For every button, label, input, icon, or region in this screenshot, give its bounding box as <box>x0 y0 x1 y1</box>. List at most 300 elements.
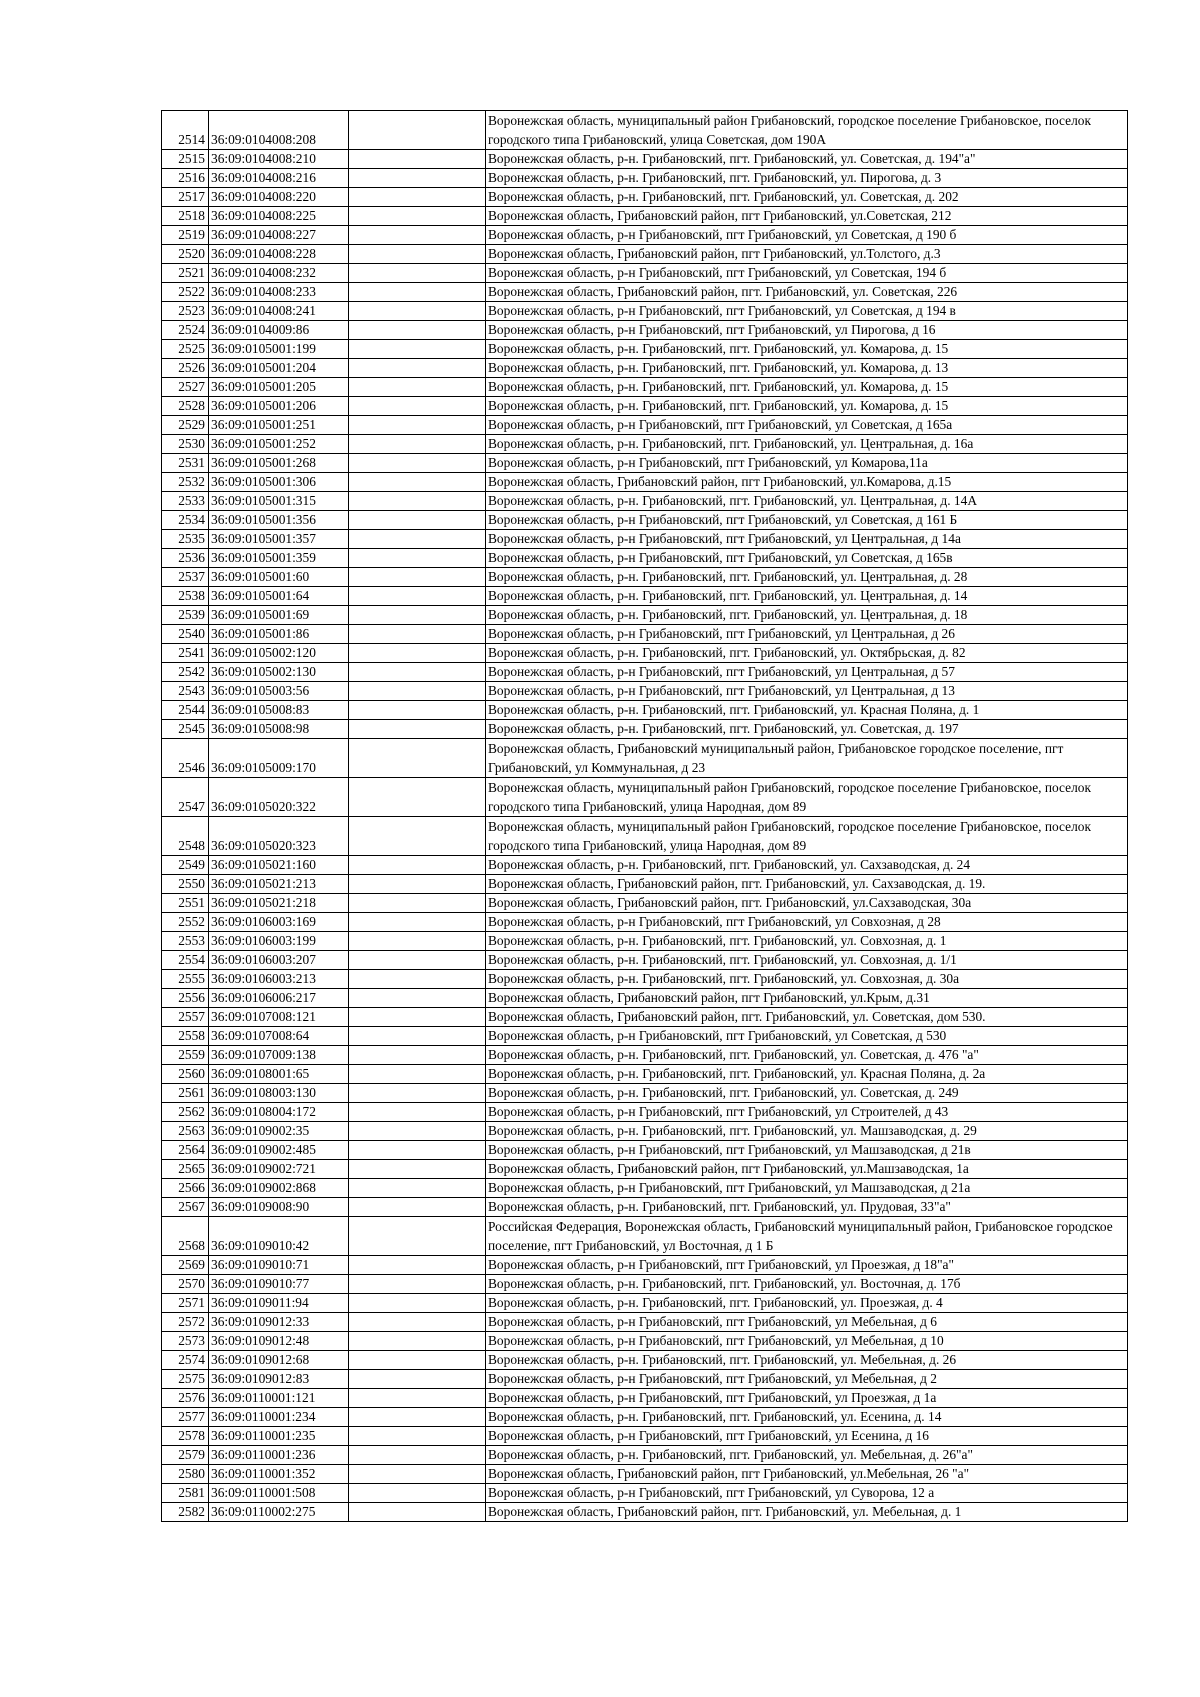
address-cell: Воронежская область, р-н. Грибановский, пгт. Грибановский, ул. Совхозная, д. 1 <box>486 932 1128 951</box>
cadastral-number-cell: 36:09:0110001:508 <box>209 1484 349 1503</box>
cadastral-number-cell: 36:09:0104008:227 <box>209 226 349 245</box>
cadastral-number-cell: 36:09:0105001:251 <box>209 416 349 435</box>
row-number-cell: 2520 <box>162 245 209 264</box>
empty-cell <box>349 1256 486 1275</box>
cadastral-number-cell: 36:09:0109012:68 <box>209 1351 349 1370</box>
address-cell: Воронежская область, р-н Грибановский, пгт Грибановский, ул Комарова,11а <box>486 454 1128 473</box>
row-number-cell: 2537 <box>162 568 209 587</box>
row-number-cell: 2534 <box>162 511 209 530</box>
empty-cell <box>349 1408 486 1427</box>
address-cell: Воронежская область, Грибановский район, пгт Грибановский, ул.Толстого, д.3 <box>486 245 1128 264</box>
row-number-cell: 2518 <box>162 207 209 226</box>
empty-cell <box>349 932 486 951</box>
empty-cell <box>349 1294 486 1313</box>
cadastral-number-cell: 36:09:0109012:83 <box>209 1370 349 1389</box>
table-row <box>162 1103 1128 1122</box>
empty-cell <box>349 875 486 894</box>
row-number-cell: 2561 <box>162 1084 209 1103</box>
table-row <box>162 970 1128 989</box>
table-row <box>162 1503 1128 1522</box>
table-row <box>162 989 1128 1008</box>
row-number-cell: 2527 <box>162 378 209 397</box>
empty-cell <box>349 663 486 682</box>
row-number-cell: 2554 <box>162 951 209 970</box>
row-number-cell: 2543 <box>162 682 209 701</box>
table-row <box>162 549 1128 568</box>
row-number-cell: 2556 <box>162 989 209 1008</box>
row-number-cell: 2560 <box>162 1065 209 1084</box>
row-number-cell: 2575 <box>162 1370 209 1389</box>
table-row <box>162 1389 1128 1408</box>
table-row <box>162 1084 1128 1103</box>
empty-cell <box>349 1027 486 1046</box>
address-cell: Воронежская область, р-н Грибановский, пгт Грибановский, ул Машзаводская, д 21в <box>486 1141 1128 1160</box>
row-number-cell: 2551 <box>162 894 209 913</box>
address-cell: Воронежская область, р-н Грибановский, пгт Грибановский, ул Центральная, д 14а <box>486 530 1128 549</box>
address-cell: Воронежская область, р-н. Грибановский, пгт. Грибановский, ул. Центральная, д. 16а <box>486 435 1128 454</box>
empty-cell <box>349 150 486 169</box>
table-row <box>162 1065 1128 1084</box>
empty-cell <box>349 473 486 492</box>
address-cell: Воронежская область, р-н. Грибановский, пгт. Грибановский, ул. Красная Поляна, д. 1 <box>486 701 1128 720</box>
cadastral-number-cell: 36:09:0105001:356 <box>209 511 349 530</box>
cadastral-number-cell: 36:09:0109012:33 <box>209 1313 349 1332</box>
table-row <box>162 340 1128 359</box>
empty-cell <box>349 1275 486 1294</box>
row-number-cell: 2542 <box>162 663 209 682</box>
cadastral-number-cell: 36:09:0109012:48 <box>209 1332 349 1351</box>
row-number-cell: 2572 <box>162 1313 209 1332</box>
cadastral-number-cell: 36:09:0110001:236 <box>209 1446 349 1465</box>
table-row <box>162 473 1128 492</box>
address-cell: Воронежская область, р-н. Грибановский, пгт. Грибановский, ул. Мебельная, д. 26"а" <box>486 1446 1128 1465</box>
table-row <box>162 1351 1128 1370</box>
table-row <box>162 1217 1128 1256</box>
table-row <box>162 454 1128 473</box>
address-cell: Воронежская область, р-н. Грибановский, пгт. Грибановский, ул. Октябрьская, д. 82 <box>486 644 1128 663</box>
empty-cell <box>349 1389 486 1408</box>
row-number-cell: 2550 <box>162 875 209 894</box>
row-number-cell: 2545 <box>162 720 209 739</box>
address-cell: Российская Федерация, Воронежская область, Грибановский муниципальный район, Грибановское городское поселение, пгт Грибановский, ул Восточная, д 1 Б <box>486 1217 1128 1256</box>
empty-cell <box>349 720 486 739</box>
empty-cell <box>349 283 486 302</box>
cadastral-number-cell: 36:09:0105021:218 <box>209 894 349 913</box>
empty-cell <box>349 1008 486 1027</box>
cadastral-number-cell: 36:09:0105020:322 <box>209 778 349 817</box>
row-number-cell: 2552 <box>162 913 209 932</box>
empty-cell <box>349 549 486 568</box>
cadastral-number-cell: 36:09:0105001:206 <box>209 397 349 416</box>
empty-cell <box>349 340 486 359</box>
row-number-cell: 2548 <box>162 817 209 856</box>
address-cell: Воронежская область, р-н. Грибановский, пгт. Грибановский, ул. Центральная, д. 18 <box>486 606 1128 625</box>
cadastral-number-cell: 36:09:0104008:233 <box>209 283 349 302</box>
table-row <box>162 682 1128 701</box>
empty-cell <box>349 1370 486 1389</box>
table-row <box>162 1370 1128 1389</box>
cadastral-number-cell: 36:09:0106003:169 <box>209 913 349 932</box>
row-number-cell: 2546 <box>162 739 209 778</box>
empty-cell <box>349 188 486 207</box>
cadastral-number-cell: 36:09:0110001:234 <box>209 1408 349 1427</box>
empty-cell <box>349 1084 486 1103</box>
address-cell: Воронежская область, р-н. Грибановский, пгт. Грибановский, ул. Машзаводская, д. 29 <box>486 1122 1128 1141</box>
row-number-cell: 2549 <box>162 856 209 875</box>
table-row <box>162 913 1128 932</box>
empty-cell <box>349 1198 486 1217</box>
cadastral-number-cell: 36:09:0108001:65 <box>209 1065 349 1084</box>
row-number-cell: 2565 <box>162 1160 209 1179</box>
table-row <box>162 1179 1128 1198</box>
cadastral-number-cell: 36:09:0106006:217 <box>209 989 349 1008</box>
table-row <box>162 739 1128 778</box>
address-cell: Воронежская область, р-н. Грибановский, пгт. Грибановский, ул. Центральная, д. 14А <box>486 492 1128 511</box>
table-row <box>162 359 1128 378</box>
row-number-cell: 2547 <box>162 778 209 817</box>
cadastral-number-cell: 36:09:0109008:90 <box>209 1198 349 1217</box>
cadastral-number-cell: 36:09:0109010:77 <box>209 1275 349 1294</box>
empty-cell <box>349 1141 486 1160</box>
empty-cell <box>349 644 486 663</box>
row-number-cell: 2568 <box>162 1217 209 1256</box>
address-cell: Воронежская область, р-н. Грибановский, пгт. Грибановский, ул. Советская, д. 202 <box>486 188 1128 207</box>
table-row <box>162 778 1128 817</box>
row-number-cell: 2562 <box>162 1103 209 1122</box>
cadastral-number-cell: 36:09:0110002:275 <box>209 1503 349 1522</box>
row-number-cell: 2569 <box>162 1256 209 1275</box>
cadastral-number-cell: 36:09:0105001:69 <box>209 606 349 625</box>
row-number-cell: 2514 <box>162 111 209 150</box>
row-number-cell: 2530 <box>162 435 209 454</box>
row-number-cell: 2580 <box>162 1465 209 1484</box>
cadastral-number-cell: 36:09:0104008:225 <box>209 207 349 226</box>
cadastral-number-cell: 36:09:0110001:121 <box>209 1389 349 1408</box>
cadastral-number-cell: 36:09:0105009:170 <box>209 739 349 778</box>
address-cell: Воронежская область, р-н Грибановский, пгт Грибановский, ул Проезжая, д 18"а" <box>486 1256 1128 1275</box>
empty-cell <box>349 606 486 625</box>
row-number-cell: 2526 <box>162 359 209 378</box>
address-cell: Воронежская область, р-н. Грибановский, пгт. Грибановский, ул. Комарова, д. 15 <box>486 397 1128 416</box>
table-row <box>162 1465 1128 1484</box>
empty-cell <box>349 913 486 932</box>
cadastral-number-cell: 36:09:0104008:232 <box>209 264 349 283</box>
empty-cell <box>349 264 486 283</box>
address-cell: Воронежская область, р-н Грибановский, пгт Грибановский, ул Советская, д 161 Б <box>486 511 1128 530</box>
cadastral-number-cell: 36:09:0105001:306 <box>209 473 349 492</box>
address-cell: Воронежская область, р-н. Грибановский, пгт. Грибановский, ул. Комарова, д. 13 <box>486 359 1128 378</box>
empty-cell <box>349 321 486 340</box>
cadastral-number-cell: 36:09:0105020:323 <box>209 817 349 856</box>
empty-cell <box>349 435 486 454</box>
cadastral-number-cell: 36:09:0105002:130 <box>209 663 349 682</box>
row-number-cell: 2579 <box>162 1446 209 1465</box>
address-cell: Воронежская область, р-н Грибановский, пгт Грибановский, ул Мебельная, д 2 <box>486 1370 1128 1389</box>
address-cell: Воронежская область, р-н Грибановский, пгт Грибановский, ул Советская, д 530 <box>486 1027 1128 1046</box>
cadastral-number-cell: 36:09:0105001:60 <box>209 568 349 587</box>
empty-cell <box>349 1484 486 1503</box>
address-cell: Воронежская область, р-н. Грибановский, пгт. Грибановский, ул. Сахзаводская, д. 24 <box>486 856 1128 875</box>
address-cell: Воронежская область, муниципальный район Грибановский, городское поселение Грибановское, поселок городского типа Грибановский, улица Народная, дом 89 <box>486 817 1128 856</box>
empty-cell <box>349 817 486 856</box>
address-cell: Воронежская область, р-н. Грибановский, пгт. Грибановский, ул. Совхозная, д. 1/1 <box>486 951 1128 970</box>
address-cell: Воронежская область, Грибановский район, пгт Грибановский, ул.Мебельная, 26 "а" <box>486 1465 1128 1484</box>
property-register-table <box>161 110 1128 1522</box>
address-cell: Воронежская область, Грибановский район, пгт Грибановский, ул.Комарова, д.15 <box>486 473 1128 492</box>
table-row <box>162 245 1128 264</box>
empty-cell <box>349 682 486 701</box>
cadastral-number-cell: 36:09:0109002:485 <box>209 1141 349 1160</box>
cadastral-number-cell: 36:09:0104008:241 <box>209 302 349 321</box>
table-row <box>162 587 1128 606</box>
row-number-cell: 2570 <box>162 1275 209 1294</box>
empty-cell <box>349 1217 486 1256</box>
cadastral-number-cell: 36:09:0104008:216 <box>209 169 349 188</box>
cadastral-number-cell: 36:09:0105001:315 <box>209 492 349 511</box>
address-cell: Воронежская область, муниципальный район Грибановский, городское поселение Грибановское, поселок городского типа Грибановский, улица Советская, дом 190А <box>486 111 1128 150</box>
table-row <box>162 397 1128 416</box>
address-cell: Воронежская область, р-н. Грибановский, пгт. Грибановский, ул. Центральная, д. 28 <box>486 568 1128 587</box>
empty-cell <box>349 397 486 416</box>
row-number-cell: 2522 <box>162 283 209 302</box>
address-cell: Воронежская область, р-н Грибановский, пгт Грибановский, ул Мебельная, д 10 <box>486 1332 1128 1351</box>
table-row <box>162 150 1128 169</box>
table-row <box>162 226 1128 245</box>
empty-cell <box>349 226 486 245</box>
table-row <box>162 644 1128 663</box>
address-cell: Воронежская область, Грибановский район, пгт. Грибановский, ул. Мебельная, д. 1 <box>486 1503 1128 1522</box>
row-number-cell: 2536 <box>162 549 209 568</box>
address-cell: Воронежская область, Грибановский район, пгт Грибановский, ул.Крым, д.31 <box>486 989 1128 1008</box>
table-row <box>162 207 1128 226</box>
table-row <box>162 302 1128 321</box>
cadastral-number-cell: 36:09:0104009:86 <box>209 321 349 340</box>
table-row <box>162 817 1128 856</box>
empty-cell <box>349 1332 486 1351</box>
cadastral-number-cell: 36:09:0105001:359 <box>209 549 349 568</box>
address-cell: Воронежская область, р-н Грибановский, пгт Грибановский, ул Совхозная, д 28 <box>486 913 1128 932</box>
table-row <box>162 1427 1128 1446</box>
row-number-cell: 2574 <box>162 1351 209 1370</box>
cadastral-number-cell: 36:09:0105003:56 <box>209 682 349 701</box>
address-cell: Воронежская область, р-н Грибановский, пгт Грибановский, ул Центральная, д 57 <box>486 663 1128 682</box>
empty-cell <box>349 1465 486 1484</box>
address-cell: Воронежская область, Грибановский район, пгт. Грибановский, ул. Советская, 226 <box>486 283 1128 302</box>
table-row <box>162 1313 1128 1332</box>
empty-cell <box>349 1179 486 1198</box>
address-cell: Воронежская область, р-н Грибановский, пгт Грибановский, ул Советская, д 194 в <box>486 302 1128 321</box>
address-cell: Воронежская область, р-н Грибановский, пгт Грибановский, ул Суворова, 12 а <box>486 1484 1128 1503</box>
table-row <box>162 1332 1128 1351</box>
row-number-cell: 2557 <box>162 1008 209 1027</box>
cadastral-number-cell: 36:09:0110001:352 <box>209 1465 349 1484</box>
empty-cell <box>349 587 486 606</box>
table-row <box>162 1484 1128 1503</box>
table-row <box>162 378 1128 397</box>
row-number-cell: 2578 <box>162 1427 209 1446</box>
row-number-cell: 2529 <box>162 416 209 435</box>
row-number-cell: 2516 <box>162 169 209 188</box>
empty-cell <box>349 1046 486 1065</box>
cadastral-number-cell: 36:09:0109010:71 <box>209 1256 349 1275</box>
table-row <box>162 625 1128 644</box>
cadastral-number-cell: 36:09:0106003:213 <box>209 970 349 989</box>
table-row <box>162 1275 1128 1294</box>
address-cell: Воронежская область, Грибановский район, пгт. Грибановский, ул.Сахзаводская, 30а <box>486 894 1128 913</box>
row-number-cell: 2553 <box>162 932 209 951</box>
row-number-cell: 2566 <box>162 1179 209 1198</box>
address-cell: Воронежская область, р-н Грибановский, пгт Грибановский, ул Центральная, д 26 <box>486 625 1128 644</box>
address-cell: Воронежская область, р-н. Грибановский, пгт. Грибановский, ул. Восточная, д. 17б <box>486 1275 1128 1294</box>
row-number-cell: 2558 <box>162 1027 209 1046</box>
table-row <box>162 511 1128 530</box>
table-row <box>162 1408 1128 1427</box>
cadastral-number-cell: 36:09:0108003:130 <box>209 1084 349 1103</box>
cadastral-number-cell: 36:09:0105021:160 <box>209 856 349 875</box>
row-number-cell: 2519 <box>162 226 209 245</box>
empty-cell <box>349 511 486 530</box>
table-row <box>162 283 1128 302</box>
cadastral-number-cell: 36:09:0104008:220 <box>209 188 349 207</box>
cadastral-number-cell: 36:09:0104008:210 <box>209 150 349 169</box>
cadastral-number-cell: 36:09:0107008:64 <box>209 1027 349 1046</box>
table-row <box>162 1256 1128 1275</box>
table-row <box>162 321 1128 340</box>
address-cell: Воронежская область, р-н. Грибановский, пгт. Грибановский, ул. Пирогова, д. 3 <box>486 169 1128 188</box>
row-number-cell: 2564 <box>162 1141 209 1160</box>
cadastral-number-cell: 36:09:0109011:94 <box>209 1294 349 1313</box>
row-number-cell: 2531 <box>162 454 209 473</box>
address-cell: Воронежская область, р-н Грибановский, пгт Грибановский, ул Советская, д 165в <box>486 549 1128 568</box>
cadastral-number-cell: 36:09:0105001:205 <box>209 378 349 397</box>
row-number-cell: 2533 <box>162 492 209 511</box>
empty-cell <box>349 1065 486 1084</box>
cadastral-number-cell: 36:09:0106003:207 <box>209 951 349 970</box>
empty-cell <box>349 701 486 720</box>
empty-cell <box>349 951 486 970</box>
row-number-cell: 2532 <box>162 473 209 492</box>
address-cell: Воронежская область, Грибановский район, пгт. Грибановский, ул. Советская, дом 530. <box>486 1008 1128 1027</box>
table-row <box>162 169 1128 188</box>
table-row <box>162 492 1128 511</box>
row-number-cell: 2539 <box>162 606 209 625</box>
row-number-cell: 2535 <box>162 530 209 549</box>
address-cell: Воронежская область, р-н Грибановский, пгт Грибановский, ул Строителей, д 43 <box>486 1103 1128 1122</box>
address-cell: Воронежская область, р-н. Грибановский, пгт. Грибановский, ул. Комарова, д. 15 <box>486 340 1128 359</box>
empty-cell <box>349 530 486 549</box>
address-cell: Воронежская область, Грибановский муниципальный район, Грибановское городское поселение, пгт Грибановский, ул Коммунальная, д 23 <box>486 739 1128 778</box>
cadastral-number-cell: 36:09:0105001:64 <box>209 587 349 606</box>
empty-cell <box>349 1446 486 1465</box>
row-number-cell: 2581 <box>162 1484 209 1503</box>
row-number-cell: 2582 <box>162 1503 209 1522</box>
address-cell: Воронежская область, р-н. Грибановский, пгт. Грибановский, ул. Есенина, д. 14 <box>486 1408 1128 1427</box>
cadastral-number-cell: 36:09:0105002:120 <box>209 644 349 663</box>
address-cell: Воронежская область, р-н. Грибановский, пгт. Грибановский, ул. Проезжая, д. 4 <box>486 1294 1128 1313</box>
address-cell: Воронежская область, р-н. Грибановский, пгт. Грибановский, ул. Советская, д. 197 <box>486 720 1128 739</box>
cadastral-number-cell: 36:09:0109002:721 <box>209 1160 349 1179</box>
table-row <box>162 416 1128 435</box>
row-number-cell: 2515 <box>162 150 209 169</box>
row-number-cell: 2528 <box>162 397 209 416</box>
cadastral-number-cell: 36:09:0105001:268 <box>209 454 349 473</box>
cadastral-number-cell: 36:09:0105008:83 <box>209 701 349 720</box>
empty-cell <box>349 568 486 587</box>
cadastral-number-cell: 36:09:0105001:86 <box>209 625 349 644</box>
address-cell: Воронежская область, р-н Грибановский, пгт Грибановский, ул Советская, 194 б <box>486 264 1128 283</box>
table-row <box>162 1446 1128 1465</box>
table-row <box>162 856 1128 875</box>
cadastral-number-cell: 36:09:0107008:121 <box>209 1008 349 1027</box>
empty-cell <box>349 416 486 435</box>
table-row <box>162 1294 1128 1313</box>
table-row <box>162 530 1128 549</box>
cadastral-number-cell: 36:09:0109002:868 <box>209 1179 349 1198</box>
cadastral-number-cell: 36:09:0104008:208 <box>209 111 349 150</box>
row-number-cell: 2538 <box>162 587 209 606</box>
address-cell: Воронежская область, р-н. Грибановский, пгт. Грибановский, ул. Совхозная, д. 30а <box>486 970 1128 989</box>
row-number-cell: 2573 <box>162 1332 209 1351</box>
empty-cell <box>349 1160 486 1179</box>
empty-cell <box>349 1313 486 1332</box>
address-cell: Воронежская область, р-н Грибановский, пгт Грибановский, ул Есенина, д 16 <box>486 1427 1128 1446</box>
row-number-cell: 2577 <box>162 1408 209 1427</box>
address-cell: Воронежская область, р-н Грибановский, пгт Грибановский, ул Советская, д 190 б <box>486 226 1128 245</box>
table-row <box>162 1008 1128 1027</box>
table-row <box>162 1122 1128 1141</box>
table-row <box>162 1141 1128 1160</box>
row-number-cell: 2523 <box>162 302 209 321</box>
empty-cell <box>349 245 486 264</box>
empty-cell <box>349 856 486 875</box>
table-row <box>162 606 1128 625</box>
row-number-cell: 2525 <box>162 340 209 359</box>
address-cell: Воронежская область, р-н. Грибановский, пгт. Грибановский, ул. Прудовая, 33"а" <box>486 1198 1128 1217</box>
table-row <box>162 188 1128 207</box>
empty-cell <box>349 111 486 150</box>
table-row <box>162 1198 1128 1217</box>
row-number-cell: 2555 <box>162 970 209 989</box>
cadastral-number-cell: 36:09:0108004:172 <box>209 1103 349 1122</box>
row-number-cell: 2517 <box>162 188 209 207</box>
empty-cell <box>349 378 486 397</box>
row-number-cell: 2571 <box>162 1294 209 1313</box>
table-row <box>162 951 1128 970</box>
address-cell: Воронежская область, р-н. Грибановский, пгт. Грибановский, ул. Мебельная, д. 26 <box>486 1351 1128 1370</box>
address-cell: Воронежская область, Грибановский район, пгт Грибановский, ул.Машзаводская, 1а <box>486 1160 1128 1179</box>
cadastral-number-cell: 36:09:0105008:98 <box>209 720 349 739</box>
table-row <box>162 663 1128 682</box>
table-row <box>162 264 1128 283</box>
empty-cell <box>349 989 486 1008</box>
address-cell: Воронежская область, муниципальный район Грибановский, городское поселение Грибановское, поселок городского типа Грибановский, улица Народная, дом 89 <box>486 778 1128 817</box>
empty-cell <box>349 359 486 378</box>
row-number-cell: 2521 <box>162 264 209 283</box>
address-cell: Воронежская область, р-н. Грибановский, пгт. Грибановский, ул. Комарова, д. 15 <box>486 378 1128 397</box>
table-row <box>162 875 1128 894</box>
address-cell: Воронежская область, р-н. Грибановский, пгт. Грибановский, ул. Красная Поляна, д. 2а <box>486 1065 1128 1084</box>
row-number-cell: 2567 <box>162 1198 209 1217</box>
empty-cell <box>349 454 486 473</box>
table-row <box>162 568 1128 587</box>
empty-cell <box>349 207 486 226</box>
address-cell: Воронежская область, р-н Грибановский, пгт Грибановский, ул Проезжая, д 1а <box>486 1389 1128 1408</box>
row-number-cell: 2544 <box>162 701 209 720</box>
address-cell: Воронежская область, Грибановский район, пгт. Грибановский, ул. Сахзаводская, д. 19. <box>486 875 1128 894</box>
table-row <box>162 1160 1128 1179</box>
cadastral-number-cell: 36:09:0105021:213 <box>209 875 349 894</box>
row-number-cell: 2540 <box>162 625 209 644</box>
